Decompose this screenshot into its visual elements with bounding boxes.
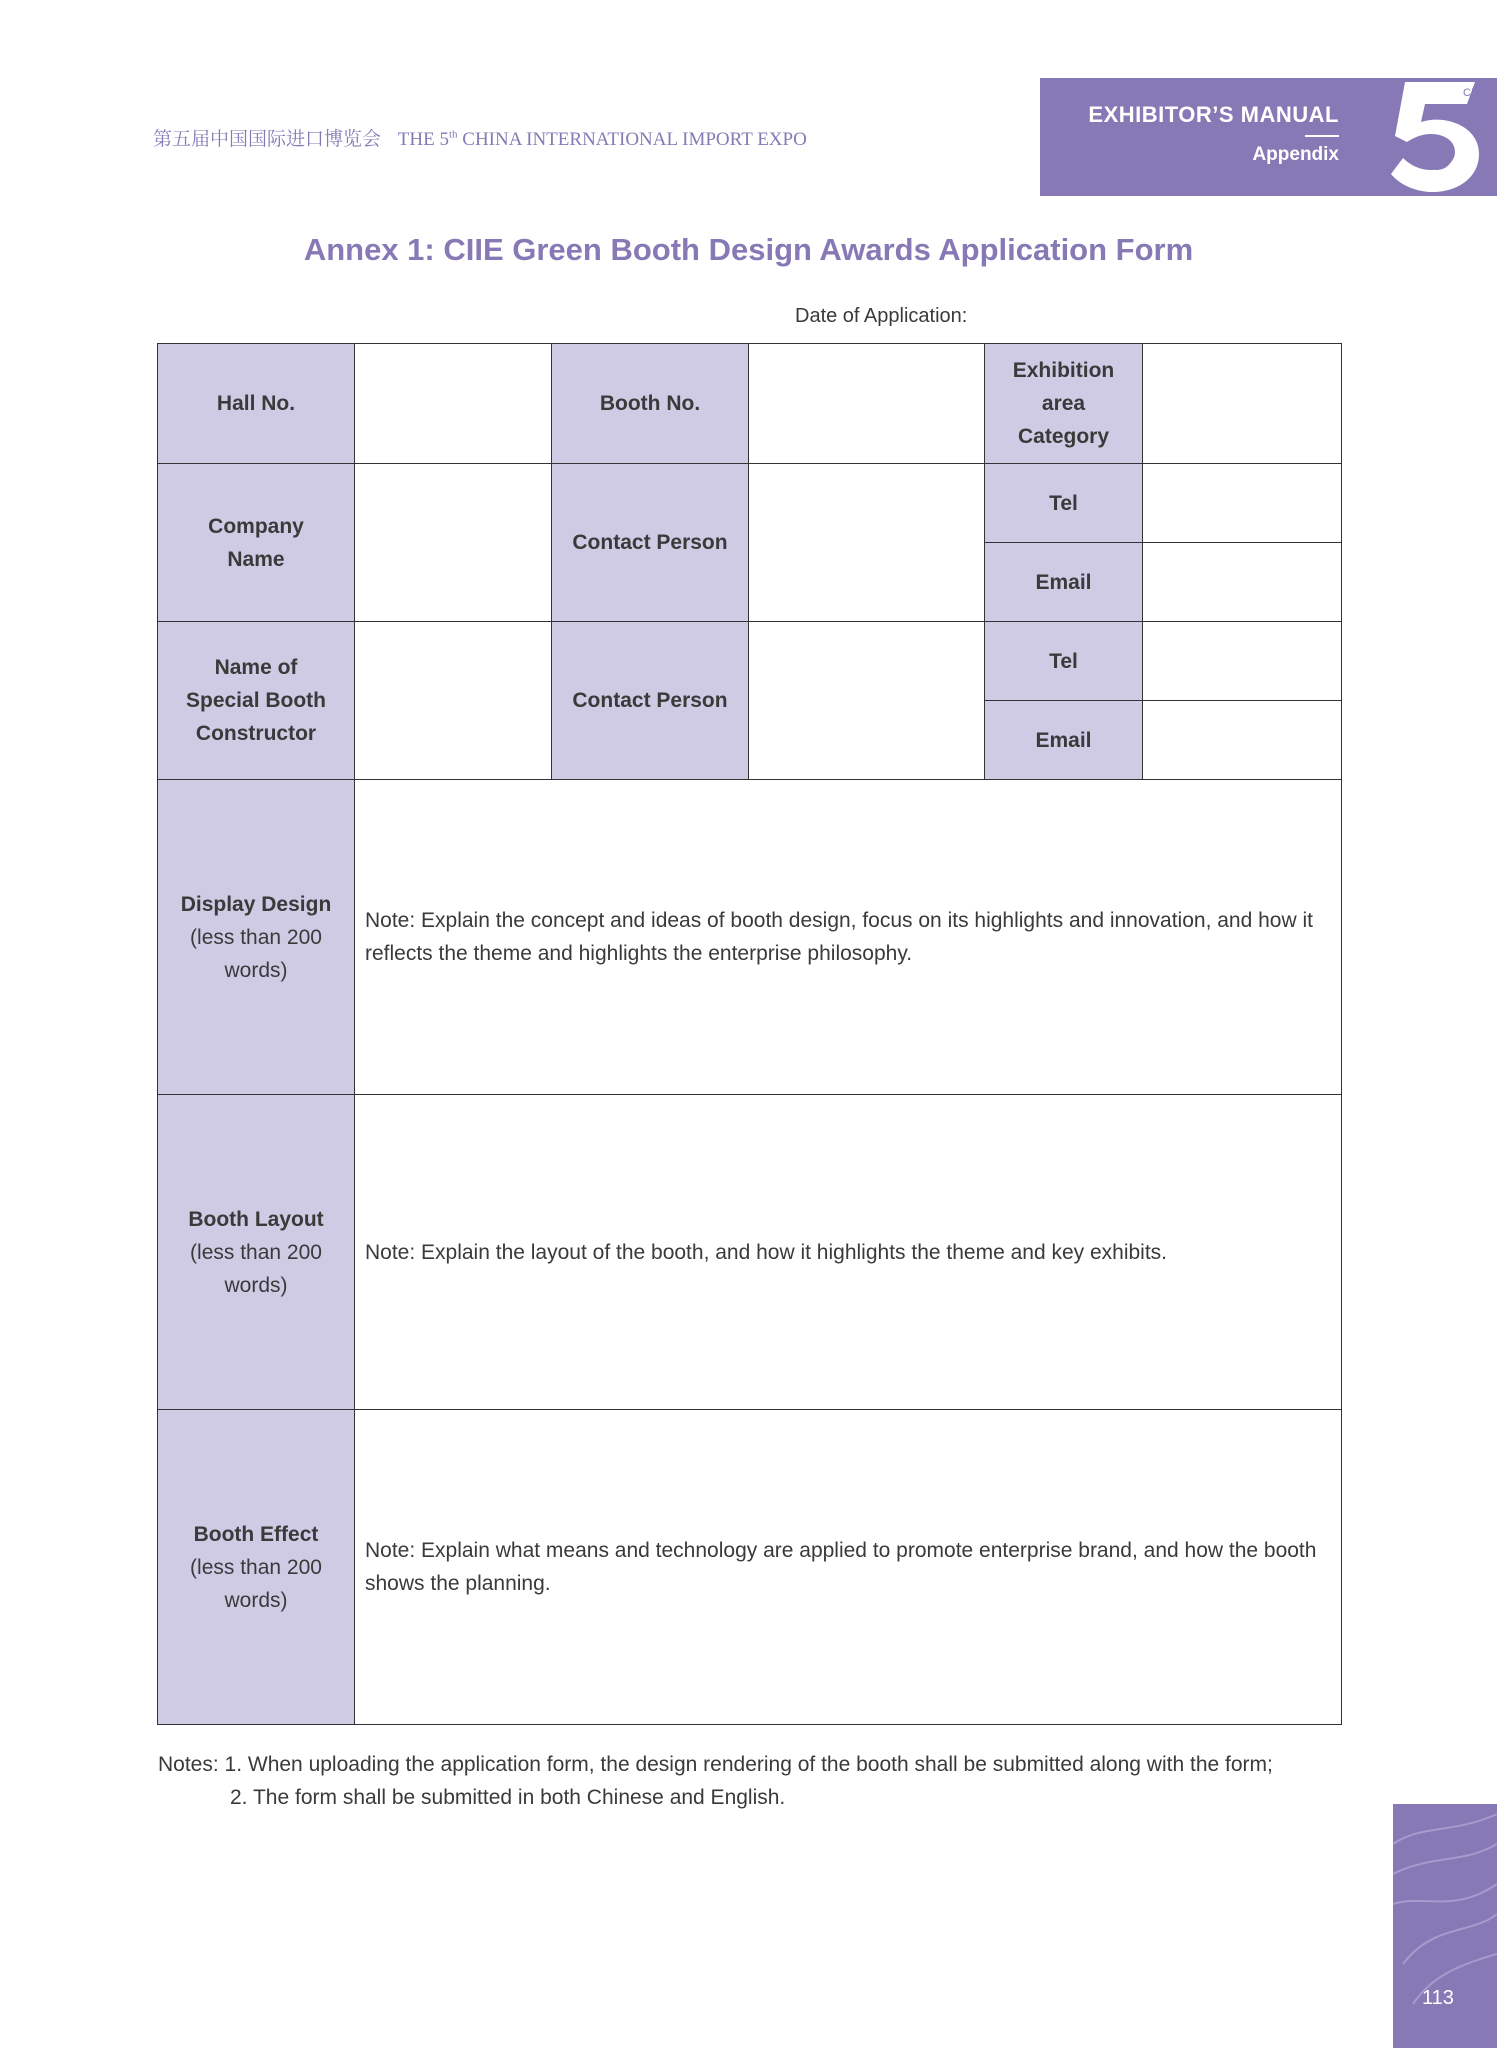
company-email-field[interactable] bbox=[1143, 543, 1342, 622]
page-number: 113 bbox=[1422, 1987, 1454, 2009]
application-form-table bbox=[157, 343, 1342, 1725]
constructor-name-field[interactable] bbox=[355, 622, 552, 780]
running-header bbox=[153, 124, 807, 151]
company-email-label: Email bbox=[985, 543, 1143, 622]
manual-banner bbox=[1040, 78, 1497, 196]
hall-no-label: Hall No. bbox=[158, 344, 355, 464]
company-name-label: Company Name bbox=[158, 464, 355, 622]
exhibition-category-field[interactable] bbox=[1143, 344, 1342, 464]
note-line-2: 2. The form shall be submitted in both Chinese and English. bbox=[230, 1786, 786, 1809]
company-name-field[interactable] bbox=[355, 464, 552, 622]
ciie-five-logo-icon bbox=[1375, 74, 1493, 192]
display-design-label: Display Design (less than 200 words) bbox=[158, 780, 355, 1095]
company-tel-field[interactable] bbox=[1143, 464, 1342, 543]
constructor-tel-label: Tel bbox=[985, 622, 1143, 701]
company-tel-label: Tel bbox=[985, 464, 1143, 543]
booth-no-field[interactable] bbox=[749, 344, 985, 464]
form-notes bbox=[158, 1748, 1273, 1814]
company-contact-person-label: Contact Person bbox=[552, 464, 749, 622]
header-chinese-title: 第五届中国国际进口博览会 bbox=[153, 129, 382, 150]
logo-text: CIIE bbox=[1463, 87, 1485, 99]
decorative-pattern-icon bbox=[1393, 1804, 1497, 2048]
booth-no-label: Booth No. bbox=[552, 344, 749, 464]
hall-no-field[interactable] bbox=[355, 344, 552, 464]
corner-decoration bbox=[1393, 1804, 1497, 2048]
company-contact-person-field[interactable] bbox=[749, 464, 985, 622]
constructor-email-field[interactable] bbox=[1143, 701, 1342, 780]
section-label: Appendix bbox=[1252, 144, 1339, 165]
booth-layout-field[interactable]: Note: Explain the layout of the booth, and how it highlights the theme and key exhibits. bbox=[355, 1095, 1342, 1410]
booth-effect-field[interactable]: Note: Explain what means and technology are applied to promote enterprise brand, and how the booth shows the planning. bbox=[355, 1410, 1342, 1725]
display-design-field[interactable]: Note: Explain the concept and ideas of booth design, focus on its highlights and innovation, and how it reflects the theme and highlights the enterprise philosophy. bbox=[355, 780, 1342, 1095]
constructor-email-label: Email bbox=[985, 701, 1143, 780]
manual-label: EXHIBITOR’S MANUAL bbox=[1088, 102, 1339, 127]
banner-divider bbox=[1305, 135, 1339, 137]
note-line-1: Notes: 1. When uploading the application form, the design rendering of the booth shall be submitted along with the form; bbox=[158, 1753, 1273, 1776]
constructor-contact-person-field[interactable] bbox=[749, 622, 985, 780]
date-of-application-label: Date of Application: bbox=[795, 305, 968, 327]
header-english-title: THE 5th CHINA INTERNATIONAL IMPORT EXPO bbox=[397, 128, 807, 150]
constructor-tel-field[interactable] bbox=[1143, 622, 1342, 701]
booth-layout-label: Booth Layout (less than 200 words) bbox=[158, 1095, 355, 1410]
constructor-name-label: Name of Special Booth Constructor bbox=[158, 622, 355, 780]
exhibition-category-label: Exhibition area Category bbox=[985, 344, 1143, 464]
constructor-contact-person-label: Contact Person bbox=[552, 622, 749, 780]
booth-effect-label: Booth Effect (less than 200 words) bbox=[158, 1410, 355, 1725]
page-title: Annex 1: CIIE Green Booth Design Awards Application Form bbox=[303, 232, 1194, 267]
